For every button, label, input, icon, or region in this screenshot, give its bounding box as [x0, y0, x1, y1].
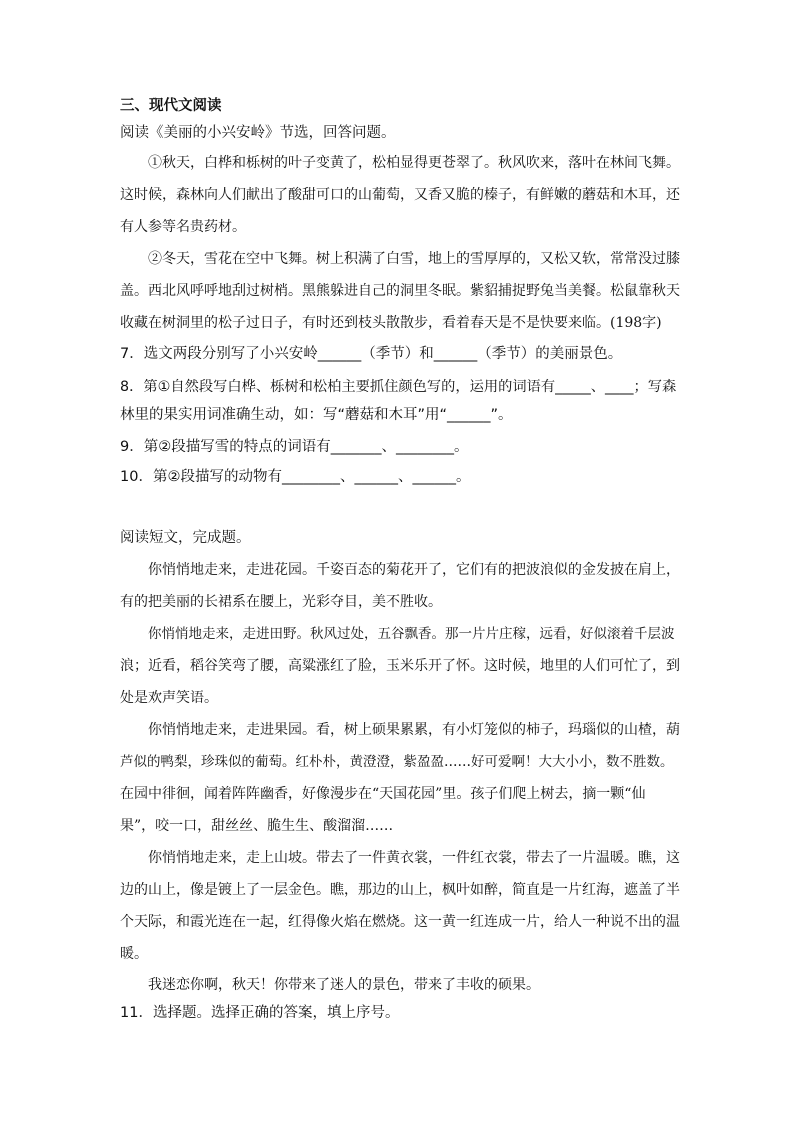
reading2-para5-line1: 我迷恋你啊，秋天！你带来了迷人的景色，带来了丰收的硕果。	[148, 977, 540, 993]
reading2-para3-line1: 你悄悄地走来，走进果园。看，树上硕果累累，有小灯笼似的柿子，玛瑙似的山楂，葫	[148, 722, 680, 738]
question-8-line1: 8．第①自然段写白桦、栎树和松柏主要抓住颜色写的，运用的词语有_____、____；写森	[120, 379, 677, 395]
reading2-para2-line1: 你悄悄地走来，走进田野。秋风过处，五谷飘香。那一片片庄稼，远看，好似滚着千层波	[148, 626, 675, 642]
reading1-para1-line2: 这时候，森林向人们献出了酸甜可口的山葡萄，又香又脆的榛子，有鲜嫩的蘑菇和木耳，还	[120, 187, 680, 203]
reading2-para4-line1: 你悄悄地走来，走上山坡。带去了一件黄衣裳，一件红衣裳，带去了一片温暖。瞧，这	[148, 850, 680, 866]
reading2-para2-line3: 处是欢声笑语。	[120, 690, 218, 706]
question-8-line2: 林里的果实用词准确生动，如：写“蘑菇和木耳”用“______”。	[120, 407, 513, 423]
reading2-intro: 阅读短文，完成题。	[120, 530, 251, 546]
question-7: 7．选文两段分别写了小兴安岭______（季节）和______（季节）的美丽景色。	[120, 346, 623, 362]
reading2-para2-line2: 浪；近看，稻谷笑弯了腰，高粱涨红了脸，玉米乐开了怀。这时候，地里的人们可忙了，到	[120, 658, 680, 674]
reading2-para3-line3: 在园中徘徊，闻着阵阵幽香，好像漫步在“天国花园”里。孩子们爬上树去，摘一颗“仙	[120, 786, 646, 802]
reading1-para2-line2: 盖。西北风呼呼地刮过树梢。黑熊躲进自己的洞里冬眠。紫貂捕捉野兔当美餐。松鼠靠秋天	[120, 283, 680, 299]
section-title: 三、现代文阅读	[120, 98, 222, 114]
reading2-para1-line2: 有的把美丽的长裙系在腰上，光彩夺目，美不胜收。	[120, 594, 442, 610]
reading2-para3-line2: 芦似的鸭梨，珍珠似的葡萄。红朴朴，黄澄澄，紫盈盈……好可爱啊！大大小小，数不胜数。	[120, 754, 674, 770]
question-10: 10．第②段描写的动物有________、______、______。	[120, 469, 471, 485]
reading1-para1-line3: 有人参等名贵药材。	[120, 219, 246, 235]
reading2-para1-line1: 你悄悄地走来，走进花园。千姿百态的菊花开了，它们有的把波浪似的金发披在肩上，	[148, 562, 680, 578]
reading1-para2-line1: ②冬天，雪花在空中飞舞。树上积满了白雪，地上的雪厚厚的，又松又软，常常没过膝	[148, 251, 680, 267]
question-9: 9．第②段描写雪的特点的词语有_______、________。	[120, 439, 469, 455]
question-11: 11．选择题。选择正确的答案，填上序号。	[120, 1005, 400, 1021]
reading2-para4-line2: 边的山上，像是镀上了一层金色。瞧，那边的山上，枫叶如醉，简直是一片红海，遮盖了半	[120, 882, 680, 898]
reading2-para4-line4: 暖。	[120, 946, 148, 962]
reading2-para3-line4: 果”，咬一口，甜丝丝、脆生生、酸溜溜……	[120, 818, 394, 834]
reading1-para2-line3: 收藏在树洞里的松子过日子，有时还到枝头散散步，看着春天是不是快要来临。(198字)	[120, 315, 662, 331]
reading2-para4-line3: 个天际，和霞光连在一起，红得像火焰在燃烧。这一黄一红连成一片，给人一种说不出的温	[120, 914, 680, 930]
reading1-intro: 阅读《美丽的小兴安岭》节选，回答问题。	[120, 125, 396, 141]
reading1-para1-line1: ①秋天，白桦和栎树的叶子变黄了，松柏显得更苍翠了。秋风吹来，落叶在林间飞舞。	[148, 155, 680, 171]
